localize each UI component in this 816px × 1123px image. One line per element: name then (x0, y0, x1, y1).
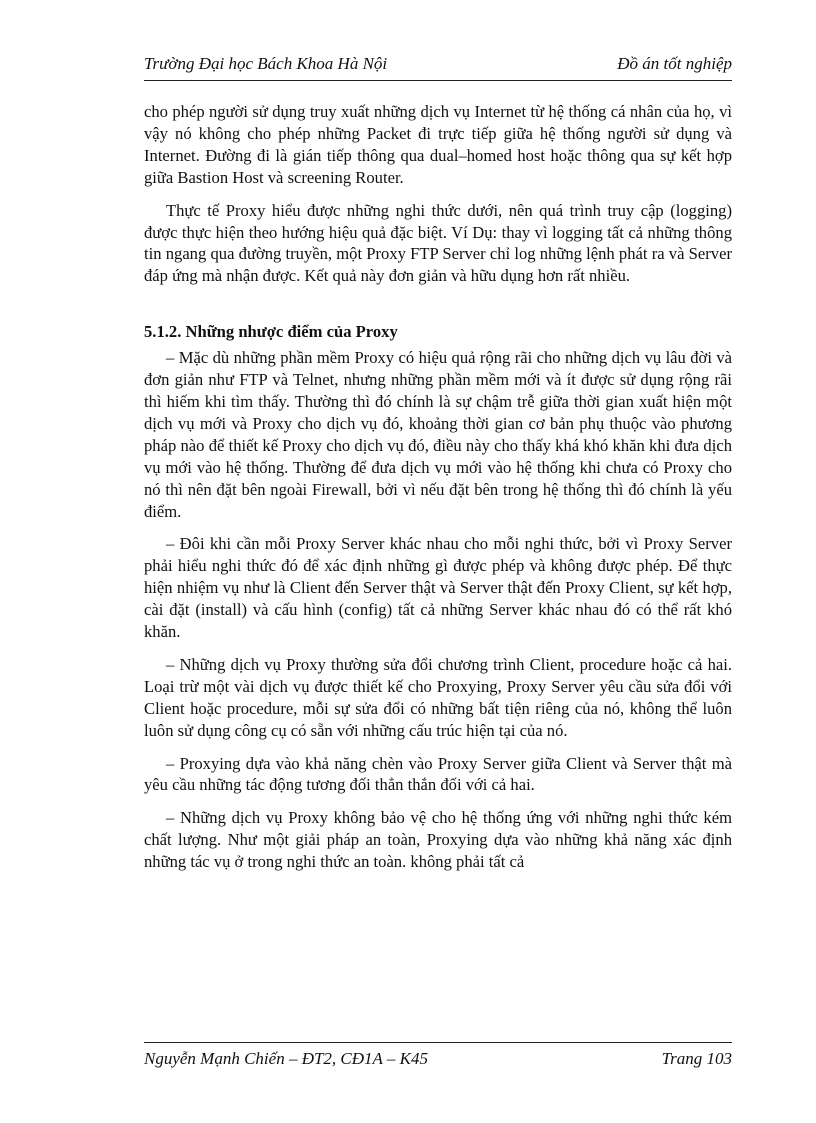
footer-page-number: Trang 103 (661, 1049, 732, 1068)
header-university: Trường Đại học Bách Khoa Hà Nội (144, 54, 388, 73)
page-header (144, 54, 732, 81)
bullet-text-3: Những dịch vụ Proxy thường sửa đổi chương trình Client, procedure hoặc cả hai. Loại trừ một vài dịch vụ được thiết kế cho Proxying, Proxy Server yêu cầu sửa đổi với Client hoặc procedure, mỗi sự sửa đổi có những bất tiện riêng của nó, không thể luôn luôn sử dụng công cụ có sẵn với những cấu trúc hiện tại của nó. (144, 654, 732, 740)
bullet-text-1: Mặc dù những phần mềm Proxy có hiệu quả rộng rãi cho những dịch vụ lâu đời và đơn giản như FTP và Telnet, nhưng những phần mềm mới và ít được sử dụng rộng rãi thì hiếm khi tìm thấy. Thường thì đó chính là sự chậm trễ giữa thời gian xuất hiện một dịch vụ mới và Proxy cho dịch vụ đó, khoảng thời gian cơ bản phụ thuộc vào phương pháp nào để thiết kế Proxy cho dịch vụ đó, điều này cho thấy khá khó khăn khi đưa dịch vụ mới vào hệ thống. Thường để đưa dịch vụ mới vào hệ thống khi chưa có Proxy cho nó thì nên đặt bên ngoài Firewall, bởi vì nếu đặt bên trong hệ thống thì đó chính là yếu điểm. (144, 348, 733, 521)
bullet-paragraph-4 (144, 753, 732, 797)
bullet-text-4: Proxying dựa vào khả năng chèn vào Proxy Server giữa Client và Server thật mà yêu cầu những tác động tương đối thẳn thắn đối với cả hai. (144, 753, 732, 795)
bullet-paragraph-2 (144, 533, 732, 643)
bullet-paragraph-5 (144, 807, 732, 873)
page-footer (144, 1042, 732, 1073)
footer-author: Nguyễn Mạnh Chiến – ĐT2, CĐ1A – K45 (144, 1049, 428, 1068)
bullet-text-2: Đôi khi cần mỗi Proxy Server khác nhau cho mỗi nghi thức, bởi vì Proxy Server phải hiểu nghi thức đó để xác định những gì được phép và không được phép. Để thực hiện nhiệm vụ như là Client đến Server thật và Server thật đến Proxy Client, sự kết hợp, cài đặt (install) và cấu hình (config) tất cả những Server khác nhau đó có thể rất khó khăn. (144, 534, 732, 642)
header-document-type: Đồ án tốt nghiệp (617, 54, 732, 73)
section-heading: 5.1.2. Những nhược điểm của Proxy (144, 322, 398, 342)
bullet-paragraph-3 (144, 654, 732, 742)
paragraph-1: cho phép người sử dụng truy xuất những dịch vụ Internet từ hệ thống cá nhân của họ, vì vậy nó không cho phép những Packet đi trực tiếp giữa hệ thống người sử dụng và Internet. Đường đi là gián tiếp thông qua dual–homed host hoặc thông qua sự kết hợp giữa Bastion Host và screening Router. (144, 102, 732, 187)
page-body (144, 101, 732, 884)
bullet-paragraph-1 (144, 347, 732, 522)
paragraph-2: Thực tế Proxy hiểu được những nghi thức dưới, nên quá trình truy cập (logging) được thực hiện theo hướng hiệu quả đặc biệt. Ví Dụ: thay vì logging tất cả những thông tin ngang qua đường truyền, một Proxy FTP Server chỉ log những lệnh phát ra và Server đáp ứng mà nhận được. Kết quả này đơn giản và hữu dụng hơn rất nhiều. (144, 200, 732, 286)
bullet-text-5: Những dịch vụ Proxy không bảo vệ cho hệ thống ứng với những nghi thức kém chất lượng. Như một giải pháp an toàn, Proxying dựa vào những khả năng xác định những tác vụ ở trong nghi thức an toàn. không phải tất cả (144, 808, 732, 872)
